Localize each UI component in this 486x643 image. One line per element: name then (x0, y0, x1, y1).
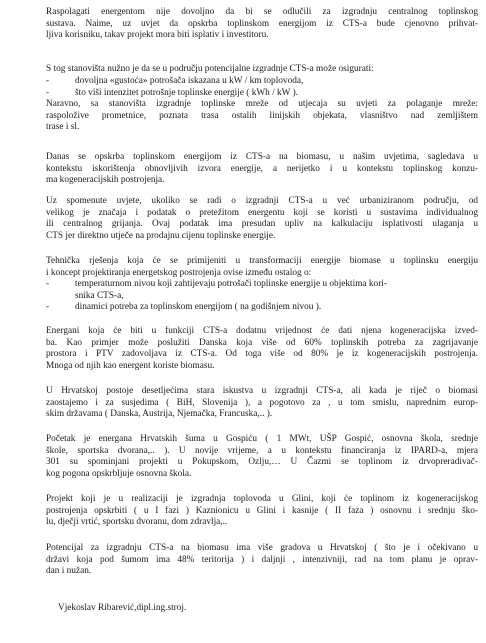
list-item-text: dovoljna «gustoća» potrošača iskazana u kW / km toplovoda, (75, 76, 304, 86)
signature: Vjekoslav Ribarević,dipl.ing.stroj. (58, 603, 187, 613)
text-line: prostora i PTV zadovoljava iz CTS-a. Od toga više od 80% je iz kogeneracijskih postrojenja. (46, 349, 478, 360)
list-item (46, 302, 387, 314)
text-line: državi koja pod šumom ima 48% teritorija ) i daljnji , intenzivniji, rad na tom planu je oprav- (46, 554, 478, 565)
text-line: raspoložive prometnice, poznata trasa ostalih linijskih objekata, vlasništvo nad zemljištem (46, 110, 478, 121)
text-line: ili centralnog grijanja. Ovaj podatak ima presudan upliv na kalkulaciju isplativosti ulaganja u (46, 219, 478, 230)
paragraph-3 (46, 152, 478, 187)
paragraph-8 (46, 434, 478, 480)
paragraph-1 (46, 7, 478, 42)
text-line: sustava. Naime, uz uvjet da opskrba toplinskom energijom iz CTS-a bude cjenovno prihvat- (46, 18, 478, 29)
list-dash: - (46, 76, 50, 86)
text-line: trase i sl. (46, 122, 80, 133)
text-line: lu, dječji vrtić, sportsku dvoranu, dom zdravlja,.. (46, 517, 228, 528)
paragraph-7 (46, 386, 478, 421)
text-line: Raspolagati energentom nije dovoljno da bi se odlučili za izgradnju centralnog toplinskog (46, 7, 478, 17)
text-line: Naravno, sa stanovišta izgradnje toplinske mreže od utjecaja su uvjeti za polaganje mreže: (46, 99, 478, 109)
list-item-text: snika CTS-a, (75, 290, 124, 301)
text-line: kog pogona opskrbljuje osnovna škola. (46, 468, 192, 479)
list-dash: - (46, 279, 50, 289)
text-line: Tehnička rješenja koja će se primijeniti u transformaciji energije biomase u toplinsku energiju (46, 256, 478, 266)
text-line: Danas se opskrba toplinskom energijom iz CTS-a na biomasu, u našim uvjetima, sagledava u (46, 152, 478, 162)
bullet-list-2 (46, 279, 387, 314)
text-line: ma kogeneracijskih postrojenja. (46, 175, 165, 186)
list-item (46, 279, 387, 291)
text-line: Početak je energana Hrvatskih šuma u Gospiću ( 1 MWt, UŠP Gospić, osnovna škola, srednje (46, 434, 478, 444)
list-item-text: temperaturnom nivou koji zahtijevaju potrošači toplinske energije u objektima kori- (75, 279, 387, 289)
text-line: dan i nužan. (46, 566, 92, 577)
text-line: Energani koja će biti u funkciji CTS-a dodatnu vrijednost će dati njena kogeneracijska izved- (46, 326, 478, 336)
text-line: ba. Kao primjer može poslužiti Danska koja više od 60% toplinskih potreba za zagrijavanje (46, 337, 478, 348)
text-line: U Hrvatskoj postoje desetljećima stara iskustva u izgradnji CTS-a, ali kada je riječ o biomasi (46, 386, 478, 396)
text-line: postrojenja opskrbiti ( u I fazi ) Kaznionicu u Glini i kasnije ( II faza ) osnovnu i srednju ško- (46, 505, 478, 516)
paragraph-2-after (46, 99, 478, 134)
text-line: 301 su spominjani projekti u Pokupskom, Ozlju,… U Čazmi se toplinom iz drvopreradivač- (46, 457, 478, 468)
list-dash: - (46, 302, 50, 313)
text-line: Uz spomenute uvjete, ukoliko se radi o izgradnji CTS-a u već urbaniziranom području, od (46, 196, 478, 206)
text-line: ljiva korisniku, takav projekt mora biti isplativ i investitoru. (46, 30, 269, 41)
list-item-text: dinamici potreba za toplinskom energijom ( na godišnjem nivou ). (75, 302, 322, 313)
text-line: zaostajemo i za susjedima ( BiH, Slovenija ), a pogotovo za , u tom smislu, naprednim europ- (46, 397, 478, 408)
paragraph-10 (46, 543, 478, 578)
paragraph-4 (46, 196, 478, 242)
bullet-list-1 (46, 76, 303, 99)
text-line: i koncept projektiranja energetskog postrojenja ovise između ostalog o: (46, 267, 312, 278)
text-line: velikog je značaja i podatak o pretežitom energentu koji se koristi u sustavima individualnog (46, 207, 478, 218)
list-item-text: što viši intenzitet potrošnje toplinske energije ( kWh / kW ). (75, 87, 298, 98)
paragraph-5 (46, 256, 478, 279)
text-line: Mnoga od njih kao energent koriste biomasu. (46, 360, 215, 371)
text-line: Projekt koji je u realizaciji je izgradnja toplovoda u Glini, koji će toplinom iz kogeneracijskog (46, 494, 478, 504)
list-item (46, 76, 303, 88)
text-line: kontekstu iskorištenja obnovljivih izvora energije, a nerijetko i u kontekstu toplinskog konzu- (46, 163, 478, 174)
paragraph-2-intro (46, 64, 478, 76)
text-line: škole, sportska dvorana,.. ). U novije vrijeme, a u kontekstu financiranja iz IPARD-a, mjera (46, 445, 478, 456)
list-item-continuation (46, 291, 387, 303)
paragraph-9 (46, 494, 478, 529)
list-dash: - (46, 87, 50, 98)
text-line: Potencijal za izgradnju CTS-a na biomasu ima više gradova u Hrvatskoj ( što je i očekivano u (46, 543, 478, 553)
text-line: skim državama ( Danska, Austrija, Njemačka, Francuska,.. ). (46, 409, 273, 420)
paragraph-6 (46, 326, 478, 372)
text-line: S tog stanovišta nužno je da se u području potencijalne izgradnje CTS-a može osigurati: (46, 64, 374, 74)
text-line: CTS jer direktno utječe na prodajnu cijenu toplinske energije. (46, 230, 276, 241)
list-item (46, 88, 303, 100)
